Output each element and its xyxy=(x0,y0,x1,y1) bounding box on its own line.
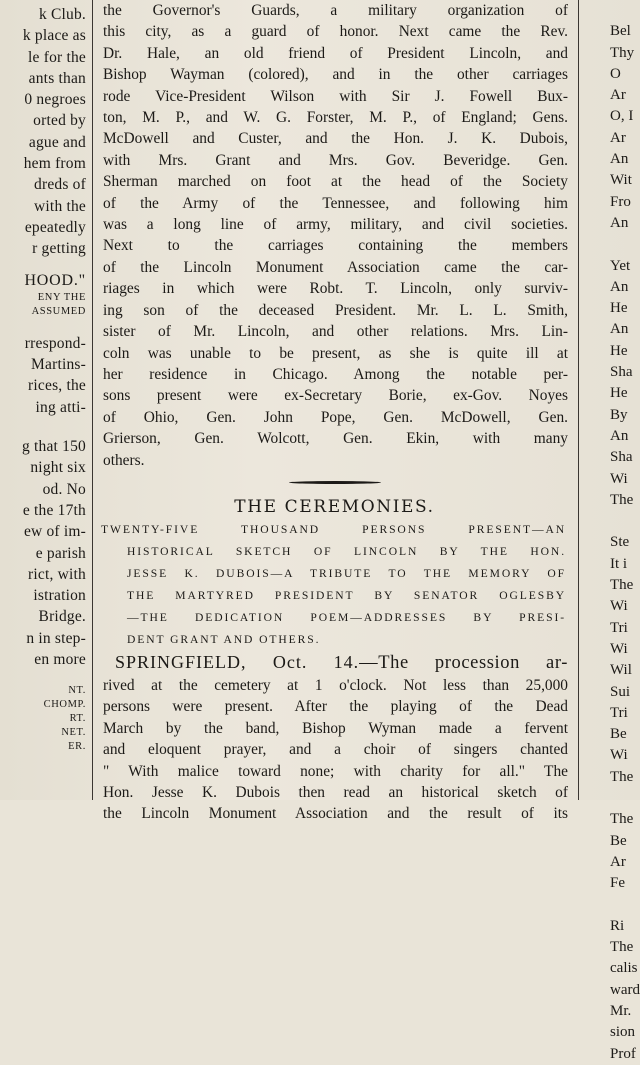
text-line: od. No xyxy=(42,480,86,498)
text-line: O xyxy=(610,65,621,82)
text-line: Ar xyxy=(610,87,626,104)
text-line: An xyxy=(610,214,629,231)
name-line: NET. xyxy=(61,727,86,739)
text-line: night six xyxy=(30,459,86,477)
text-line xyxy=(610,0,640,21)
subheading-line: ASSUMED xyxy=(31,305,86,317)
report-body xyxy=(97,675,572,825)
text-line: The xyxy=(610,577,634,594)
text-line: rict, with xyxy=(28,565,86,583)
article-line: coln was unable to be present, as she is quite ill at xyxy=(103,344,568,362)
text-line: ward xyxy=(610,981,640,998)
text-line: Wi xyxy=(610,747,628,764)
column-rule-right xyxy=(578,0,579,800)
text-line: sion xyxy=(610,1024,636,1041)
name-line: ER. xyxy=(68,741,86,753)
article-line: with Mrs. Grant and Mrs. Gov. Beveridge. Gen. xyxy=(103,151,568,169)
report-line: " With malice toward none; with charity for all." The xyxy=(103,762,568,780)
text-line: n in step- xyxy=(26,629,86,647)
text-line: en more xyxy=(34,651,86,669)
text-line: Sui xyxy=(610,683,631,700)
text-line: rices, the xyxy=(28,377,86,395)
report-line: the Lincoln Monument Association and the result of its xyxy=(103,805,568,823)
text-line: Sha xyxy=(610,364,633,381)
article-line: McDowell and Custer, and the Hon. J. K. Dubois, xyxy=(103,130,568,148)
text-line: An xyxy=(610,151,629,168)
text-line: The xyxy=(610,939,634,956)
article-line: of the Lincoln Monument Association came the car- xyxy=(103,258,568,276)
article-line: the Governor's Guards, a military organization of xyxy=(103,2,568,19)
text-line: dreds of xyxy=(34,176,86,194)
text-line: He xyxy=(610,385,628,402)
text-line: Wit xyxy=(610,172,632,189)
report-line: Hon. Jesse K. Dubois then read an historical sketch of xyxy=(103,783,568,801)
text-line: ing atti- xyxy=(35,398,86,416)
left-footer-names xyxy=(0,684,86,754)
section-subheadings xyxy=(97,519,572,651)
subheading-line: ENY THE xyxy=(37,291,86,303)
text-line: Thy xyxy=(610,44,635,61)
main-column xyxy=(97,0,572,825)
text-line: Wil xyxy=(610,662,632,679)
report-line: persons were present. After the playing of the Dead xyxy=(103,698,568,716)
article-line: Grierson, Gen. Wolcott, Gen. Ekin, with many xyxy=(103,430,568,448)
left-middle-text xyxy=(0,333,86,418)
article-line: was a long line of army, military, and civil societies. xyxy=(103,216,568,234)
text-line: O, I xyxy=(610,108,634,125)
text-line: Prof xyxy=(610,1045,636,1062)
article-body xyxy=(97,0,572,471)
text-line: An xyxy=(610,278,629,295)
text-line: g that 150 xyxy=(22,438,86,456)
subheading-line: TWENTY-FIVE THOUSAND PERSONS PRESENT—AN xyxy=(101,522,566,536)
article-line: sister of Mr. Lincoln, and other relations. Mrs. Lin- xyxy=(103,323,568,341)
text-line xyxy=(610,894,640,915)
section-divider xyxy=(97,471,572,493)
text-line xyxy=(610,788,640,809)
article-line: sons present were ex-Secretary Borie, ex-Gov. Noyes xyxy=(103,387,568,405)
text-line: ague and xyxy=(28,133,86,151)
text-line: 0 negroes xyxy=(24,91,86,109)
text-line: By xyxy=(610,406,628,423)
right-column xyxy=(610,0,640,1065)
article-line: others. xyxy=(103,451,145,469)
text-line: Bridge. xyxy=(38,608,86,626)
dateline-paragraph xyxy=(97,651,572,675)
subheading-line: THE MARTYRED PRESIDENT BY SENATOR OGLESBY xyxy=(127,588,566,602)
text-line: hem from xyxy=(23,155,86,173)
article-line: this city, as a guard of honor. Next came the Rev. xyxy=(103,23,568,41)
name-line: CHOMP. xyxy=(43,699,86,711)
text-line: r getting xyxy=(32,240,86,258)
article-line: her residence in Chicago. Among the notable per- xyxy=(103,365,568,383)
text-line: Wi xyxy=(610,640,628,657)
article-line: ton, M. P., and W. G. Forster, M. P., of England; Gens. xyxy=(103,109,568,127)
text-line: Tri xyxy=(610,704,628,721)
text-line: Ri xyxy=(610,917,625,934)
text-line: calis xyxy=(610,960,638,977)
text-line: Bel xyxy=(610,23,631,40)
text-line: Be xyxy=(610,832,627,849)
text-line: e parish xyxy=(35,544,86,562)
text-line: Ar xyxy=(610,853,626,870)
left-subheading xyxy=(0,291,86,319)
text-line: Tri xyxy=(610,619,628,636)
text-line: Wi xyxy=(610,470,628,487)
left-top-text xyxy=(0,4,86,260)
section-heading: THE CEREMONIES. xyxy=(234,496,435,517)
text-line: Fe xyxy=(610,875,625,892)
text-line: ew of im- xyxy=(23,523,86,541)
dateline: SPRINGFIELD, Oct. 14. xyxy=(115,651,360,672)
article-line: Bishop Wayman (colored), and in the other carriages xyxy=(103,66,568,84)
report-line: and eloquent prayer, and a choir of singers chanted xyxy=(103,741,568,759)
text-line: He xyxy=(610,342,628,359)
text-line: k Club. xyxy=(38,6,86,23)
article-line: Sherman marched on foot at the head of the Society xyxy=(103,173,568,191)
text-line: The xyxy=(610,811,634,828)
text-line: Martins- xyxy=(31,356,86,374)
text-line: istration xyxy=(33,587,86,605)
text-line: The xyxy=(610,768,634,785)
article-line: rode Vice-President Wilson with Sir J. Fowell Bux- xyxy=(103,87,568,105)
text-line: Sha xyxy=(610,449,633,466)
text-line: e the 17th xyxy=(22,501,86,519)
text-line: Fro xyxy=(610,193,631,210)
article-line: riages in which were Robt. T. Lincoln, only surviv- xyxy=(103,280,568,298)
text-line: with the xyxy=(34,197,86,215)
text-line: An xyxy=(610,321,629,338)
text-line: Be xyxy=(610,726,627,743)
left-column xyxy=(0,0,86,754)
text-line: k place as xyxy=(22,27,86,45)
right-column-text xyxy=(610,0,640,1065)
article-line: Dr. Hale, an old friend of President Lincoln, and xyxy=(103,44,568,62)
article-line: Next to the carriages containing the members xyxy=(103,237,568,255)
text-line: Ar xyxy=(610,129,626,146)
article-line: of Ohio, Gen. John Pope, Gen. McDowell, Gen. xyxy=(103,408,568,426)
text-line: Wi xyxy=(610,598,628,615)
report-line: rived at the cemetery at 1 o'clock. Not less than 25,000 xyxy=(103,676,568,694)
subheading-line: DENT GRANT AND OTHERS. xyxy=(127,632,321,646)
text-line: orted by xyxy=(33,112,86,130)
text-line xyxy=(610,511,640,532)
text-line: He xyxy=(610,300,628,317)
dateline-rest: —The procession ar- xyxy=(359,652,568,673)
name-line: NT. xyxy=(68,685,86,697)
text-line: Mr. xyxy=(610,1002,632,1019)
subheading-line: HISTORICAL SKETCH OF LINCOLN BY THE HON. xyxy=(127,544,566,558)
column-rule-left xyxy=(92,0,93,800)
text-line: An xyxy=(610,427,629,444)
text-line: rrespond- xyxy=(24,334,86,352)
text-line: Yet xyxy=(610,257,631,274)
subheading-line: —THE DEDICATION POEM—ADDRESSES BY PRESI- xyxy=(127,610,566,624)
text-line: The xyxy=(610,491,634,508)
report-line: March by the band, Bishop Wyman made a fervent xyxy=(103,719,568,737)
left-heading: HOOD." xyxy=(24,271,86,289)
text-line: epeatedly xyxy=(24,218,86,236)
subheading-line: JESSE K. DUBOIS—A TRIBUTE TO THE MEMORY OF xyxy=(127,566,566,580)
text-line: le for the xyxy=(28,48,86,66)
text-line: ants than xyxy=(28,69,86,87)
name-line: RT. xyxy=(69,713,86,725)
text-line: Ste xyxy=(610,534,630,551)
text-line xyxy=(610,234,640,255)
article-line: ing son of the deceased President. Mr. L. L. Smith, xyxy=(103,301,568,319)
article-line: of the Army of the Tennessee, and following him xyxy=(103,194,568,212)
text-line: It i xyxy=(610,555,628,572)
left-bottom-text xyxy=(0,436,86,670)
